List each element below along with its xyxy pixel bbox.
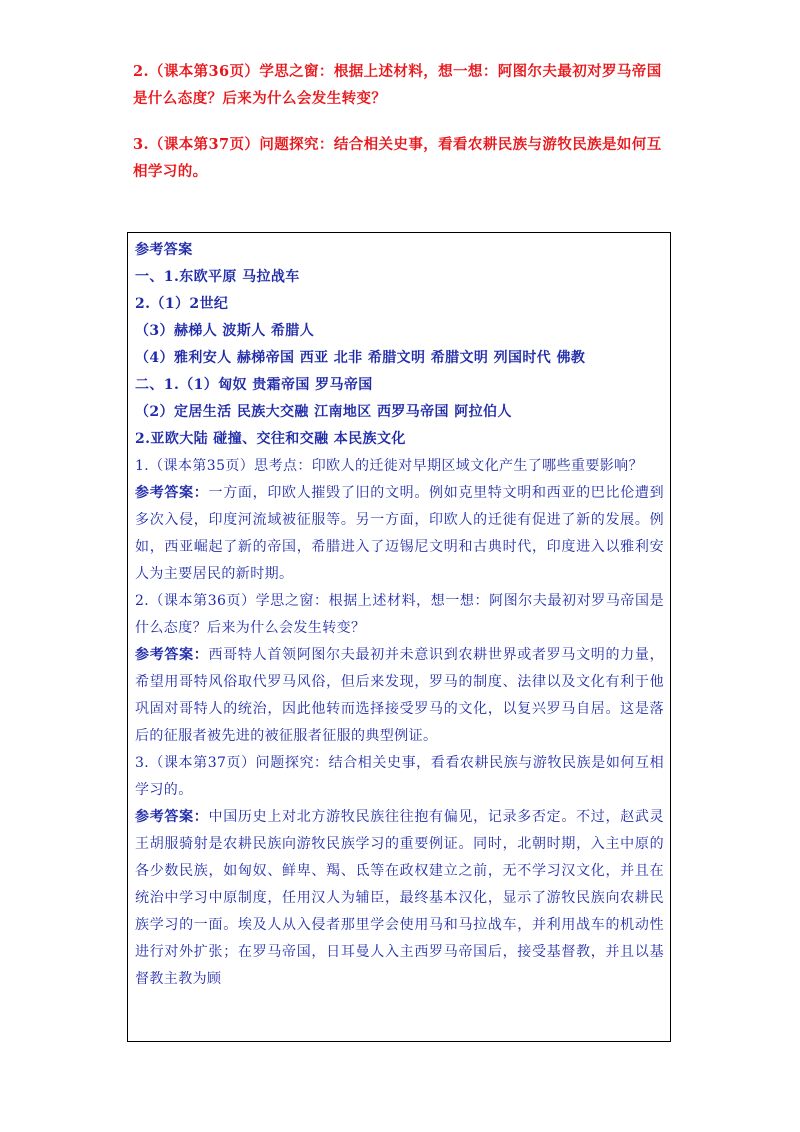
answer-2-label: 参考答案： — [135, 647, 209, 663]
answer-line-3: （3）赫梯人 波斯人 希腊人 — [135, 323, 315, 339]
answer-line-7: 2.亚欧大陆 碰撞、交往和交融 本民族文化 — [135, 431, 406, 447]
answer-line-2: 2.（1）2世纪 — [135, 296, 229, 312]
answer-1-text: 一方面，印欧人摧毁了旧的文明。例如克里特文明和西亚的巴比伦遭到多次入侵，印度河流域被征服等。另一方面，印欧人的迁徙有促进了新的发展。例如，西亚崛起了新的帝国，希腊进入了迈锡尼文明和古典时代，印度进入以雅利安人为主要居民的新时期。 — [135, 485, 664, 582]
top-question-2: 2.（课本第36页）学思之窗：根据上述材料，想一想：阿图尔夫最初对罗马帝国是什么态度？后来为什么会发生转变？ — [133, 63, 662, 107]
question-1-text: 1.（课本第35页）思考点：印欧人的迁徙对早期区域文化产生了哪些重要影响？ — [135, 458, 643, 474]
answer-line-1: 一、1.东欧平原 马拉战车 — [135, 269, 300, 285]
answer-2 — [135, 642, 664, 750]
question-3-text: 3.（课本第37页）问题探究：结合相关史事，看看农耕民族与游牧民族是如何互相学习的。 — [135, 755, 664, 798]
answer-2-text: 西哥特人首领阿图尔夫最初并未意识到农耕世界或者罗马文明的力量，希望用哥特风俗取代罗马风俗，但后来发现，罗马的制度、法律以及文化有利于他巩固对哥特人的统治，因此他转而选择接受罗马的文化，以复兴罗马自居。这是落后的征服者被先进的被征服者征服的典型例证。 — [135, 647, 664, 744]
answer-3 — [135, 804, 664, 993]
answer-title: 参考答案 — [135, 242, 193, 258]
top-question-3: 3.（课本第37页）问题探究：结合相关史事，看看农耕民族与游牧民族是如何互相学习的。 — [133, 136, 662, 180]
answer-1 — [135, 480, 664, 588]
answer-box — [127, 232, 671, 1042]
answer-line-4: （4）雅利安人 赫梯帝国 西亚 北非 希腊文明 希腊文明 列国时代 佛教 — [135, 350, 586, 366]
answer-3-text: 中国历史上对北方游牧民族往往抱有偏见，记录多否定。不过，赵武灵王胡服骑射是农耕民族向游牧民族学习的重要例证。同时，北朝时期，入主中原的各少数民族，如匈奴、鲜卑、羯、氐等在政权建立之前，无不学习汉文化，并且在统治中学习中原制度，任用汉人为辅臣，最终基本汉化，显示了游牧民族向农耕民族学习的一面。埃及人从入侵者那里学会使用马和马拉战车，并利用战车的机动性进行对外扩张；在罗马帝国，日耳曼人入主西罗马帝国后，接受基督教，并且以基督教主教为顾 — [135, 809, 664, 987]
answer-line-5: 二、1.（1）匈奴 贵霜帝国 罗马帝国 — [135, 377, 373, 393]
answer-3-label: 参考答案： — [135, 809, 209, 825]
answer-1-label: 参考答案： — [135, 485, 209, 501]
question-2-text: 2.（课本第36页）学思之窗：根据上述材料，想一想：阿图尔夫最初对罗马帝国是什么态度？后来为什么会发生转变？ — [135, 593, 664, 636]
answer-line-6: （2）定居生活 民族大交融 江南地区 西罗马帝国 阿拉伯人 — [135, 404, 512, 420]
